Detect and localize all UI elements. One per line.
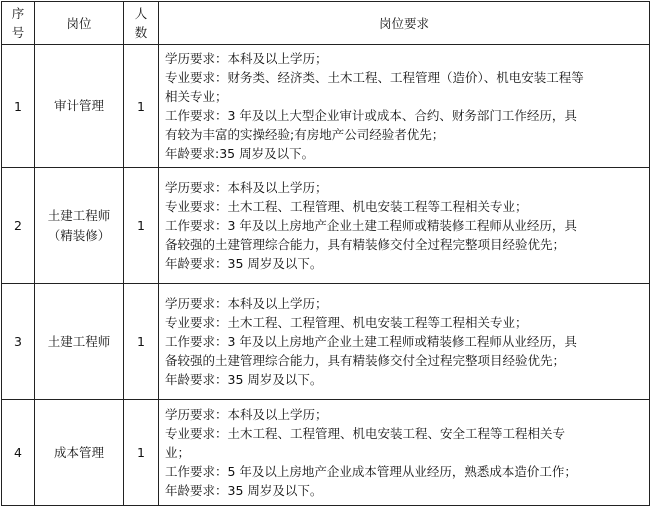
requirement-line: 年龄要求：35 周岁及以下。 [165, 483, 323, 498]
row-headcount: 1 [124, 284, 159, 400]
requirement-line: 年龄要求：35 周岁及以下。 [165, 256, 323, 271]
row-position [35, 168, 124, 284]
table-row [2, 284, 650, 400]
requirement-line: 备较强的土建管理综合能力，具有精装修交付全过程完整项目经验优先； [165, 237, 566, 252]
row-serial-number: 4 [2, 400, 35, 506]
row-position-line: 土建工程师 [47, 333, 111, 349]
row-position-line: （精装修） [47, 227, 111, 243]
requirement-line: 专业要求：土木工程、工程管理、机电安装工程等工程相关专业； [165, 315, 528, 330]
requirement-line: 有较为丰富的实操经验;有房地产公司经验者优先； [165, 127, 445, 142]
row-position-line: 成本管理 [53, 444, 104, 460]
table-header-row [2, 2, 650, 45]
row-headcount: 1 [124, 168, 159, 284]
row-requirements [159, 400, 650, 506]
requirement-line: 学历要求：本科及以上学历； [165, 296, 328, 311]
requirement-line: 工作要求：3 年及以上房地产企业土建工程师或精装修工程师从业经历，具 [165, 334, 577, 349]
row-headcount: 1 [124, 400, 159, 506]
requirement-line: 年龄要求:35 周岁及以下。 [165, 146, 315, 161]
requirement-line: 学历要求：本科及以上学历； [165, 51, 328, 66]
row-headcount: 1 [124, 45, 159, 168]
requirement-line: 专业要求：土木工程、工程管理、机电安装工程、安全工程等工程相关专 [165, 426, 566, 441]
table-row [2, 168, 650, 284]
requirement-line: 专业要求：土木工程、工程管理、机电安装工程等工程相关专业； [165, 199, 528, 214]
requirement-line: 相关专业； [165, 89, 228, 104]
header-position: 岗位 [35, 2, 124, 45]
requirement-line: 年龄要求：35 周岁及以下。 [165, 372, 323, 387]
requirement-line: 工作要求：5 年及以上房地产企业成本管理从业经历，熟悉成本造价工作； [165, 464, 577, 479]
header-serial-number [2, 2, 35, 45]
requirement-line: 工作要求：3 年及以上大型企业审计或成本、合约、财务部门工作经历，具 [165, 108, 577, 123]
job-requirements-table [1, 1, 650, 506]
header-headcount-line2: 数 [134, 25, 148, 40]
requirement-line: 工作要求：3 年及以上房地产企业土建工程师或精装修工程师从业经历，具 [165, 218, 577, 233]
header-serial-number-line1: 序 [11, 6, 25, 21]
requirement-line: 业； [165, 445, 191, 460]
requirement-line: 学历要求：本科及以上学历； [165, 407, 328, 422]
row-serial-number: 2 [2, 168, 35, 284]
row-position [35, 284, 124, 400]
header-headcount [124, 2, 159, 45]
row-position-line: 审计管理 [53, 98, 104, 113]
row-serial-number: 1 [2, 45, 35, 168]
requirement-line: 专业要求：财务类、经济类、土木工程、工程管理（造价）、机电安装工程等 [165, 70, 584, 85]
row-position-line: 土建工程师 [47, 207, 111, 223]
row-serial-number: 3 [2, 284, 35, 400]
row-position [35, 400, 124, 506]
row-requirements [159, 284, 650, 400]
table-row [2, 400, 650, 506]
requirement-line: 备较强的土建管理综合能力，具有精装修交付全过程完整项目经验优先； [165, 353, 566, 368]
requirement-line: 学历要求：本科及以上学历； [165, 180, 328, 195]
row-requirements [159, 168, 650, 284]
header-headcount-line1: 人 [134, 6, 148, 21]
header-serial-number-line2: 号 [11, 25, 25, 40]
header-requirements: 岗位要求 [159, 2, 650, 45]
row-requirements [159, 45, 650, 168]
row-position [35, 45, 124, 168]
table-row [2, 45, 650, 168]
